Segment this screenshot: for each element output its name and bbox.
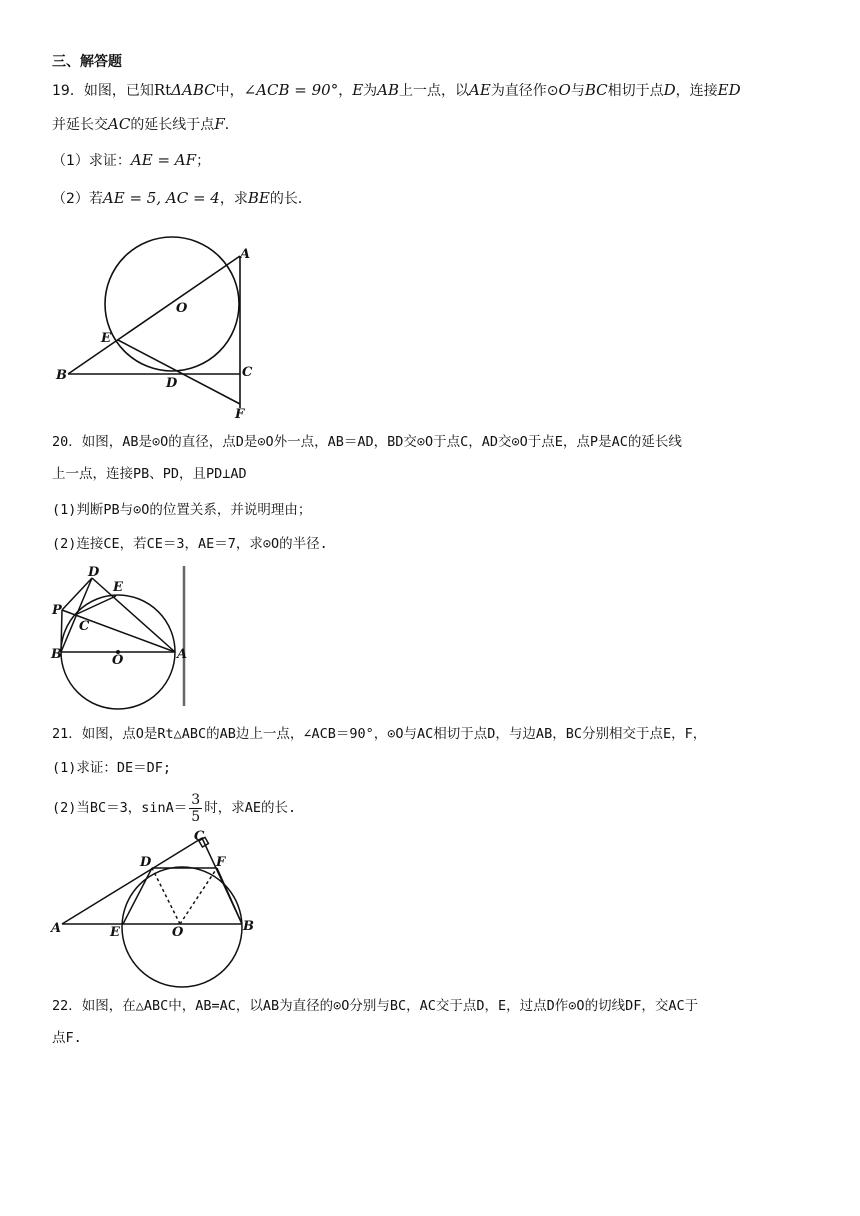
- q21-label-D: D: [140, 855, 152, 870]
- q19-figure: [52, 236, 272, 426]
- q19-line2: 并延长交AC的延长线于点F．: [52, 115, 239, 133]
- q19-part2: （2）若AE = 5, AC = 4，求BE的长．: [52, 189, 312, 207]
- q19-label-D: D: [166, 376, 178, 391]
- q21-label-C: C: [194, 829, 205, 844]
- q21-line1: 21．如图，点O是Rt△ABC的AB边上一点，∠ACB＝90°，⊙O与AC相切于点D，与边AB，BC分别相交于点E，F，: [52, 726, 707, 742]
- q20-label-C: C: [79, 619, 90, 634]
- q21-label-A: A: [51, 921, 62, 936]
- q19-label-F: F: [235, 407, 245, 422]
- q20-label-P: P: [52, 603, 62, 618]
- section-title: 三、解答题: [52, 54, 122, 70]
- q21-dashed-OF: [180, 868, 217, 924]
- q20-line1: 20．如图，AB是⊙O的直径，点D是⊙O外一点，AB＝AD，BD交⊙O于点C，AD交⊙O于点E，点P是AC的延长线: [52, 434, 682, 450]
- q20-label-A: A: [177, 647, 188, 662]
- q21-label-F: F: [216, 855, 226, 870]
- q21-segment-AC: [62, 838, 202, 924]
- q20-part2: (2)连接CE，若CE＝3，AE＝7，求⊙O的半径.: [52, 536, 328, 552]
- q21-part1: (1)求证：DE＝DF;: [52, 760, 172, 776]
- q21-segment-FB: [217, 868, 242, 924]
- q20-figure: [50, 564, 190, 712]
- q19-label-A: A: [240, 247, 251, 262]
- q21-figure: [50, 830, 265, 990]
- q19-part1: （1）求证：AE = AF；: [52, 151, 211, 169]
- q20-label-O: O: [112, 653, 124, 668]
- q19-circle: [105, 237, 239, 371]
- q21-label-E: E: [110, 925, 120, 940]
- q20-label-B: B: [51, 647, 62, 662]
- fraction-3-5: $\frac{3}{5}$: [191, 791, 201, 825]
- q21-label-B: B: [243, 919, 254, 934]
- q20-line2: 上一点，连接PB、PD，且PD⊥AD: [52, 466, 247, 482]
- q20-segment-AD: [92, 578, 175, 652]
- q21-label-O: O: [172, 925, 184, 940]
- q19-label-B: B: [56, 368, 67, 383]
- q20-part1: (1)判断PB与⊙O的位置关系，并说明理由；: [52, 502, 312, 518]
- q20-label-D: D: [88, 565, 100, 580]
- q19-label-E: E: [101, 331, 111, 346]
- q21-segment-DE: [123, 868, 152, 924]
- q21-part2: (2)当BC＝3，sinA＝ $\frac{3}{5}$ 时，求AE的长.: [52, 791, 297, 825]
- q19-label-C: C: [242, 365, 253, 380]
- q21-dashed-OD: [152, 868, 180, 924]
- q19-line1: 19．如图，已知RtΔABC中，∠ACB = 90°，E为AB上一点，以AE为直径作⊙O与BC相切于点D，连接ED: [52, 81, 741, 99]
- q22-line1: 22．如图，在△ABC中，AB=AC，以AB为直径的⊙O分别与BC，AC交于点D，E，过点D作⊙O的切线DF，交AC于: [52, 998, 699, 1014]
- q22-line2: 点F.: [52, 1030, 82, 1046]
- q20-segment-PD: [62, 578, 92, 610]
- q19-label-O: O: [176, 301, 188, 316]
- q20-label-E: E: [113, 580, 123, 595]
